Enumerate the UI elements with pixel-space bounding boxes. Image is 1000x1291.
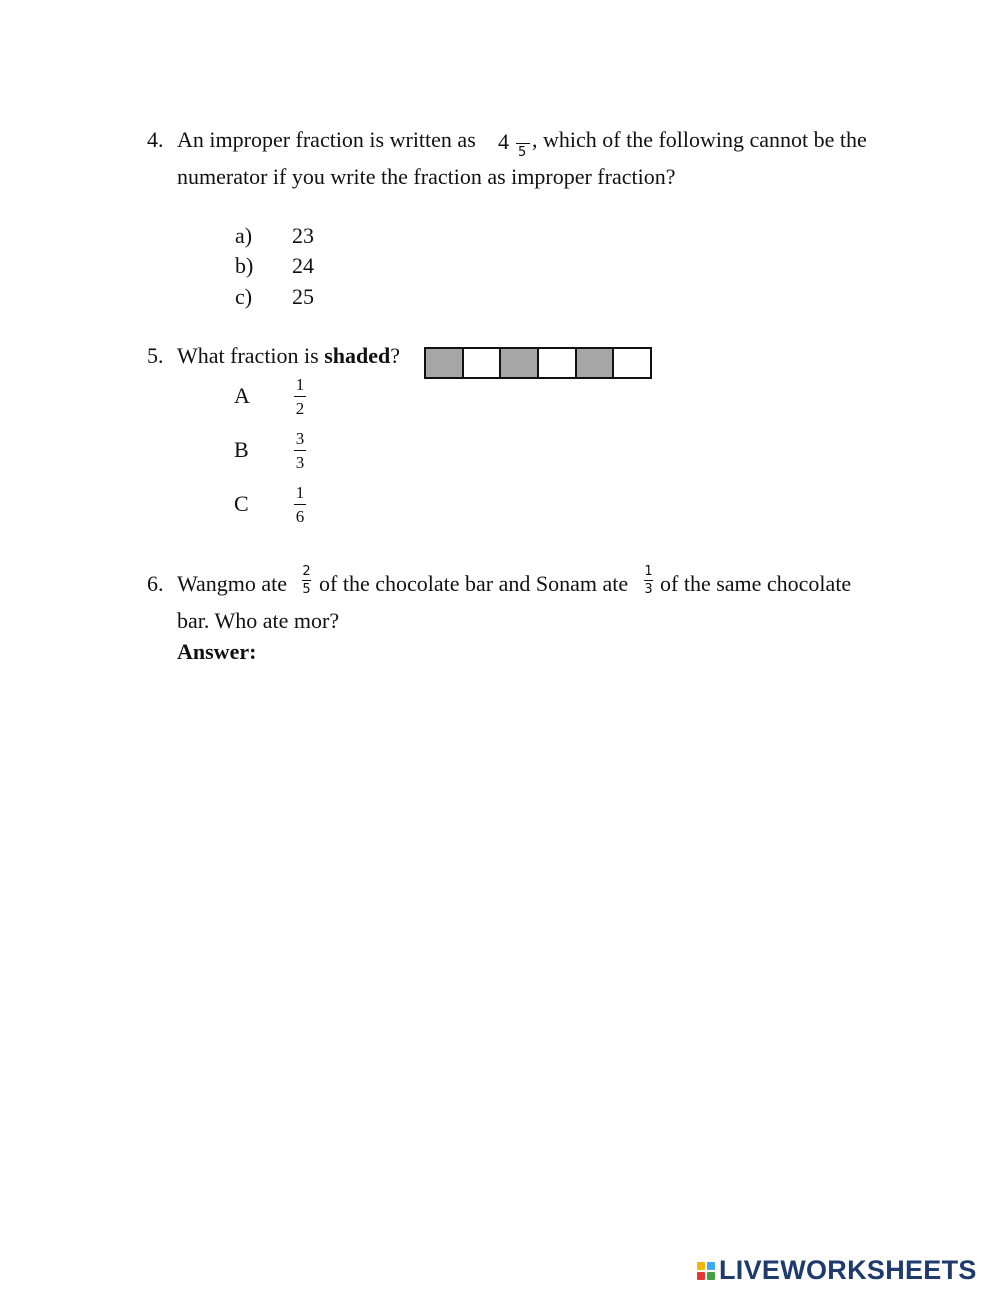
fraction-bar (294, 450, 306, 451)
fraction-denominator: 6 (295, 507, 305, 526)
q4-option-b-value: 24 (292, 253, 314, 278)
q4-option-c-label: c) (235, 284, 253, 309)
q4-text-line1: An improper fraction is written as (177, 127, 476, 152)
logo-mark-square (707, 1272, 715, 1280)
q6-fraction-sonam (644, 565, 653, 596)
q4-fraction-bar (516, 143, 530, 144)
fraction-numerator: 1 (295, 375, 305, 394)
q4-option-b-label: b) (235, 253, 254, 278)
q5-question-mark: ? (390, 343, 401, 368)
q4-mixed-whole: 4 (498, 129, 509, 154)
liveworksheets-logo (697, 1255, 977, 1286)
logo-mark-square (697, 1262, 705, 1270)
q5-option-c-fraction (294, 484, 306, 525)
fraction-bar (644, 580, 653, 581)
q5-option-c-label: C (234, 491, 249, 516)
strip-cell (501, 349, 539, 377)
q6-text-part2: of the chocolate bar and Sonam ate (319, 571, 629, 596)
strip-cell (539, 349, 577, 377)
q4-number: 4. (147, 127, 164, 152)
fraction-denominator: 3 (644, 582, 653, 597)
fraction-bar (294, 504, 306, 505)
strip-cell (577, 349, 615, 377)
q6-text-part3: of the same chocolate (660, 571, 852, 596)
fraction-numerator: 1 (644, 564, 653, 579)
shaded-strip (424, 347, 652, 379)
q5-question (177, 345, 400, 367)
strip-cell (464, 349, 502, 377)
q6-answer-label: Answer: (177, 639, 257, 664)
q6-fraction-wangmo (302, 565, 311, 596)
logo-mark-square (697, 1272, 705, 1280)
q6-text-part1: Wangmo ate (177, 571, 288, 596)
q6-number: 6. (147, 571, 164, 596)
q5-option-b-fraction (294, 430, 306, 471)
q5-option-b-label: B (234, 437, 249, 462)
logo-mark-icon (697, 1262, 715, 1280)
fraction-numerator: 1 (295, 483, 305, 502)
logo-mark-square (707, 1262, 715, 1270)
fraction-bar (302, 580, 311, 581)
fraction-numerator: 2 (302, 564, 311, 579)
q5-text: What fraction is (177, 343, 325, 368)
q5-bold-word: shaded (324, 343, 391, 368)
fraction-numerator: 3 (295, 429, 305, 448)
q4-option-a-value: 23 (292, 223, 314, 248)
fraction-denominator: 5 (302, 582, 311, 597)
fraction-denominator: 2 (295, 399, 305, 418)
q4-option-c-value: 25 (292, 284, 314, 309)
q5-option-a-fraction (294, 376, 306, 417)
q6-text-line2: bar. Who ate mor? (177, 608, 340, 633)
fraction-bar (294, 396, 306, 397)
strip-cell (614, 349, 650, 377)
q4-text-line1-end: , which of the following cannot be the (532, 127, 867, 152)
fraction-denominator: 3 (295, 453, 305, 472)
logo-text: LIVEWORKSHEETS (719, 1255, 977, 1285)
strip-cell (426, 349, 464, 377)
q5-option-a-label: A (234, 383, 250, 408)
q4-mixed-denominator: 5 (518, 145, 527, 160)
q4-option-a-label: a) (235, 223, 253, 248)
q5-number: 5. (147, 343, 164, 368)
q4-text-line2: numerator if you write the fraction as improper fraction? (177, 164, 676, 189)
